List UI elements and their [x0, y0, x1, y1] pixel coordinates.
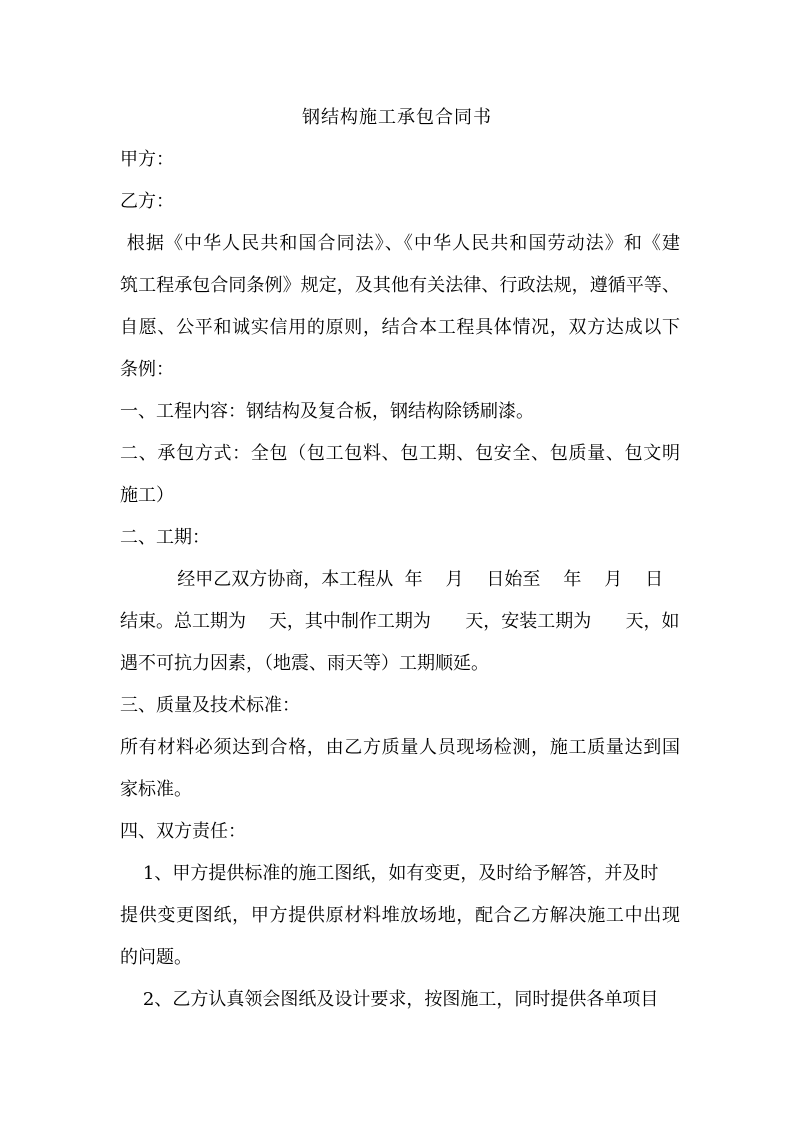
section-scope: 一、工程内容：钢结构及复合板，钢结构除锈刷漆。 [120, 401, 534, 422]
schedule-line-1: 经甲乙双方协商，本工程从 年 月 日始至 年 月 日 [120, 569, 664, 590]
section-responsibilities-heading: 四、双方责任： [120, 821, 246, 842]
section-contract-mode-line-1: 二、承包方式：全包（包工包料、包工期、包安全、包质量、包文明 [120, 443, 680, 464]
preamble-line-2: 筑工程承包合同条例》规定，及其他有关法律、行政法规，遵循平等、 [120, 275, 680, 296]
responsibility-1-line-2: 提供变更图纸，甲方提供原材料堆放场地，配合乙方解决施工中出现 [120, 905, 680, 926]
preamble-line-4: 条例： [120, 359, 174, 380]
preamble-line-1: 根据《中华人民共和国合同法》、《中华人民共和国劳动法》和《建 [120, 233, 680, 254]
section-quality-heading: 三、质量及技术标准： [120, 695, 300, 716]
preamble-line-3: 自愿、公平和诚实信用的原则，结合本工程具体情况，双方达成以下 [120, 317, 680, 338]
party-b-label: 乙方： [120, 191, 174, 212]
quality-line-1: 所有材料必须达到合格，由乙方质量人员现场检测，施工质量达到国 [120, 737, 680, 758]
responsibility-1-line-1: 1、甲方提供标准的施工图纸，如有变更，及时给予解答，并及时 [120, 863, 659, 884]
document-title: 钢结构施工承包合同书 [302, 107, 492, 128]
schedule-line-3: 遇不可抗力因素，（地震、雨天等）工期顺延。 [120, 653, 489, 674]
party-a-label: 甲方： [120, 149, 174, 170]
section-contract-mode-line-2: 施工） [120, 485, 174, 506]
schedule-line-2: 结束。总工期为 天，其中制作工期为 天，安装工期为 天，如 [120, 611, 680, 632]
responsibility-1-line-3: 的问题。 [120, 947, 192, 968]
responsibility-2-line-1: 2、乙方认真领会图纸及设计要求，按图施工，同时提供各单项目 [120, 989, 659, 1010]
quality-line-2: 家标准。 [120, 779, 192, 800]
section-schedule-heading: 二、工期： [120, 527, 210, 548]
